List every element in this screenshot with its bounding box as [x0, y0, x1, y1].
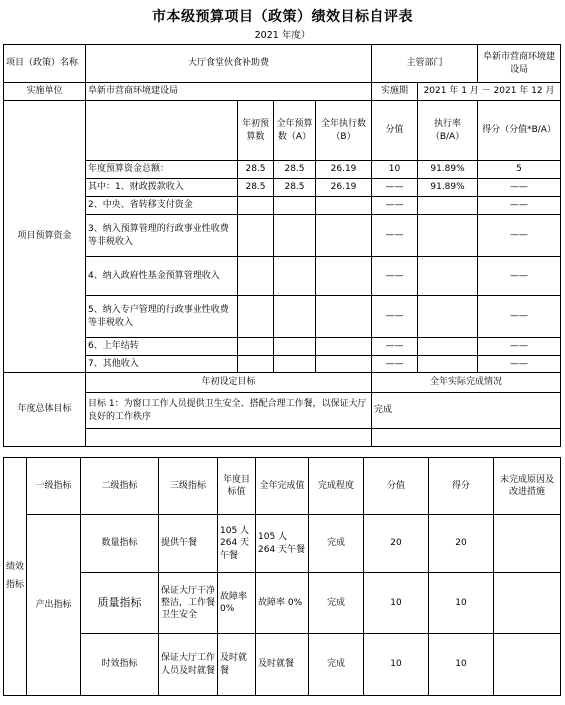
fund-row-executed: 26.19: [316, 161, 372, 179]
unit-value: 阜新市营商环境建设局: [86, 83, 372, 101]
indicator-actual: 105 人 264 天午餐: [256, 515, 309, 573]
fund-row-annual: [274, 296, 316, 338]
indicator-actual: 故障率 0%: [256, 573, 309, 634]
fund-row-score: ——: [478, 356, 561, 373]
fund-row-executed: [316, 257, 372, 296]
goals-actual-header: 全年实际完成情况: [372, 373, 561, 393]
indicator-degree: 完成: [309, 573, 364, 634]
fund-row-weight: ——: [372, 296, 418, 338]
indicator-reason: [494, 515, 561, 573]
table-row: [4, 338, 561, 356]
funds-section-label: 项目预算资金: [4, 101, 86, 373]
fund-row-weight: ——: [372, 257, 418, 296]
fund-row-initial: [238, 356, 274, 373]
fund-row-initial: [238, 215, 274, 257]
fund-row-initial: [238, 338, 274, 356]
fund-row-initial: 28.5: [238, 179, 274, 197]
indicator-level2: 数量指标: [81, 515, 159, 573]
year-label: 2021 年度）: [254, 30, 311, 41]
header-score-weight: 分值: [372, 101, 418, 161]
fund-row-label: 3、纳入预算管理的行政事业性收费等非税收入: [86, 215, 238, 257]
goals-actual-text: 完成: [372, 393, 561, 429]
header-actual: 全年完成值: [256, 458, 309, 515]
fund-row-label: 4、纳入政府性基金预算管理收入: [86, 257, 238, 296]
header-target: 年度目标值: [218, 458, 256, 515]
goals-section-label: 年度总体目标: [4, 373, 86, 447]
fund-row-annual: 28.5: [274, 161, 316, 179]
goals-initial-text: 目标 1：为窗口工作人员提供卫生安全、搭配合理工作餐，以保证大厅良好的工作秩序: [86, 393, 372, 429]
table-row: [4, 215, 561, 257]
fund-row-annual: [274, 257, 316, 296]
indicator-target: 及时就餐: [218, 634, 256, 696]
fund-row-initial: [238, 296, 274, 338]
fund-row-executed: [316, 296, 372, 338]
fund-row-rate: 91.89%: [418, 179, 478, 197]
fund-row-score: 5: [478, 161, 561, 179]
fund-row-score: ——: [478, 338, 561, 356]
fund-row-weight: ——: [372, 179, 418, 197]
indicator-level2: 质量指标: [81, 573, 159, 634]
fund-row-rate: [418, 356, 478, 373]
fund-row-score: ——: [478, 215, 561, 257]
project-name-value: 大厅食堂伙食补助费: [86, 45, 372, 83]
header-score: 得分: [429, 458, 494, 515]
fund-row-score: ——: [478, 257, 561, 296]
header-reason: 未完成原因及改进措施: [494, 458, 561, 515]
header-exec-rate: 执行率（B/A）: [418, 101, 478, 161]
fund-row-weight: ——: [372, 197, 418, 215]
dept-label: 主管部门: [372, 45, 478, 83]
level1-output: 产出指标: [27, 515, 81, 696]
fund-row-label: 年度预算资金总额：: [86, 161, 238, 179]
indicator-score: 10: [429, 573, 494, 634]
header-level2: 二级指标: [81, 458, 159, 515]
fund-row-initial: 28.5: [238, 161, 274, 179]
indicator-weight: 10: [364, 634, 429, 696]
table-row: [4, 257, 561, 296]
fund-row-label: 6、上年结转: [86, 338, 238, 356]
fund-row-score: ——: [478, 179, 561, 197]
indicator-score: 20: [429, 515, 494, 573]
indicator-level2: 时效指标: [81, 634, 159, 696]
fund-row-executed: [316, 215, 372, 257]
indicator-level3: 保证大厅工作人员及时就餐: [159, 634, 218, 696]
fund-row-rate: [418, 197, 478, 215]
period-label: 实施期: [372, 83, 418, 101]
indicator-level3: 提供午餐: [159, 515, 218, 573]
indicator-target: 105 人 264 天午餐: [218, 515, 256, 573]
table-row: [4, 197, 561, 215]
fund-row-initial: [238, 257, 274, 296]
budget-table: [3, 44, 561, 447]
indicator-reason: [494, 634, 561, 696]
performance-table: [3, 457, 561, 696]
header-level3: 三级指标: [159, 458, 218, 515]
fund-row-rate: [418, 296, 478, 338]
indicator-weight: 20: [364, 515, 429, 573]
table-row: [4, 161, 561, 179]
table-row: [4, 573, 561, 634]
fund-row-annual: [274, 338, 316, 356]
fund-row-label: 其中：1、财政拨款收入: [86, 179, 238, 197]
fund-row-rate: [418, 257, 478, 296]
table-row: [4, 356, 561, 373]
fund-row-rate: [418, 215, 478, 257]
header-annual: 全年预算数（A）: [274, 101, 316, 161]
header-score: 得分（分值*B/A）: [478, 101, 561, 161]
fund-row-executed: [316, 197, 372, 215]
indicator-weight: 10: [364, 573, 429, 634]
header-initial: 年初预算数: [238, 101, 274, 161]
fund-row-initial: [238, 197, 274, 215]
fund-row-score: ——: [478, 296, 561, 338]
fund-row-label: 7、其他收入: [86, 356, 238, 373]
fund-row-executed: [316, 356, 372, 373]
fund-row-label: 5、纳入专户管理的行政事业性收费等非税收入: [86, 296, 238, 338]
fund-row-weight: 10: [372, 161, 418, 179]
fund-row-annual: [274, 197, 316, 215]
table-row: [4, 296, 561, 338]
fund-row-rate: [418, 338, 478, 356]
page-title: 市本级预算项目（政策）绩效目标自评表: [152, 9, 413, 25]
fund-row-label: 2、中央、省转移支付资金: [86, 197, 238, 215]
indicator-target: 故障率 0%: [218, 573, 256, 634]
project-name-label: 项目（政策）名称: [4, 45, 86, 83]
performance-section-label: 绩效指标: [4, 458, 27, 696]
table-row: [4, 515, 561, 573]
indicator-level3: 保证大厅干净整洁，工作餐卫生安全: [159, 573, 218, 634]
unit-label: 实施单位: [4, 83, 86, 101]
dept-value: 阜新市营商环境建设局: [478, 45, 561, 83]
goals-initial-header: 年初设定目标: [86, 373, 372, 393]
fund-row-weight: ——: [372, 338, 418, 356]
header-degree: 完成程度: [309, 458, 364, 515]
fund-row-weight: ——: [372, 215, 418, 257]
indicator-degree: 完成: [309, 515, 364, 573]
fund-row-annual: [274, 356, 316, 373]
fund-row-executed: [316, 338, 372, 356]
fund-row-rate: 91.89%: [418, 161, 478, 179]
fund-row-annual: 28.5: [274, 179, 316, 197]
indicator-actual: 及时就餐: [256, 634, 309, 696]
fund-row-annual: [274, 215, 316, 257]
fund-row-weight: ——: [372, 356, 418, 373]
header-executed: 全年执行数（B）: [316, 101, 372, 161]
indicator-reason: [494, 573, 561, 634]
header-weight: 分值: [364, 458, 429, 515]
period-value: 2021 年 1 月 － 2021 年 12 月: [418, 83, 561, 101]
header-level1: 一级指标: [27, 458, 81, 515]
indicator-score: 10: [429, 634, 494, 696]
fund-row-score: ——: [478, 197, 561, 215]
table-row: [4, 634, 561, 696]
table-row: [4, 179, 561, 197]
fund-row-executed: 26.19: [316, 179, 372, 197]
indicator-degree: 完成: [309, 634, 364, 696]
